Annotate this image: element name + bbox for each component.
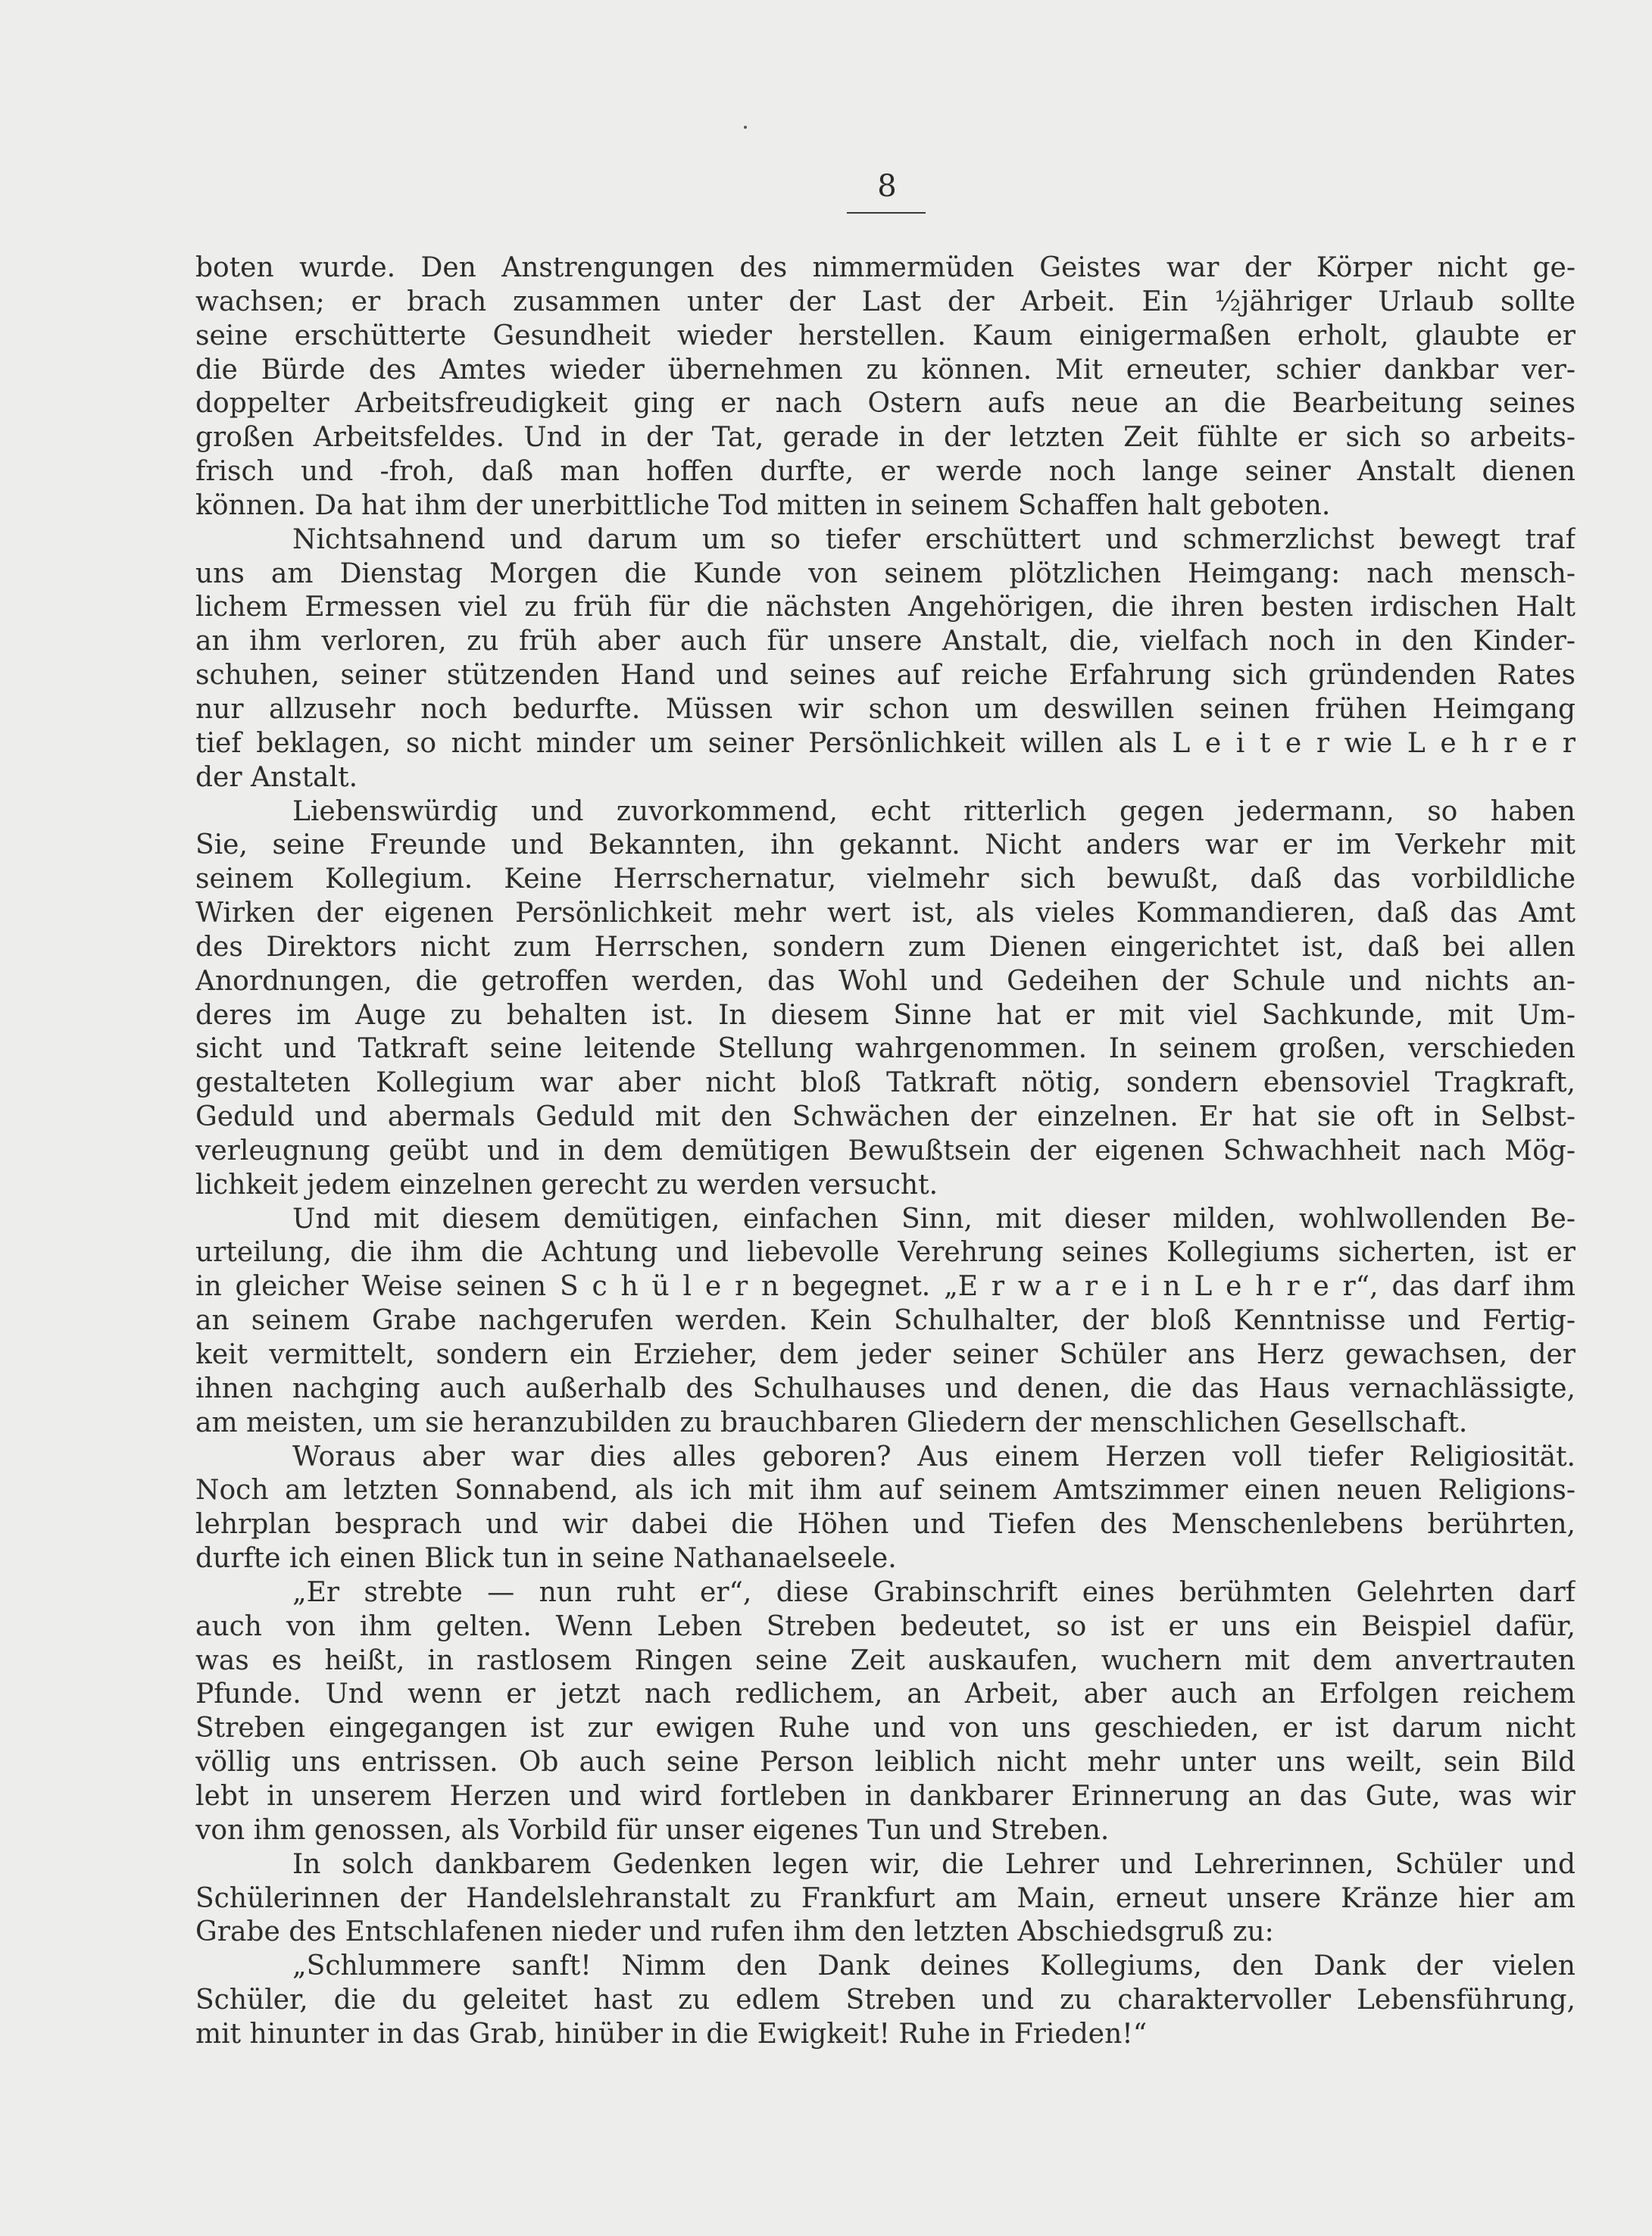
text-line: tief beklagen, so nicht minder um seiner Persönlichkeit willen als L e i t e r wie L e h r e r — [195, 727, 1575, 759]
text-line: Liebenswürdig und zuvorkommend, echt ritterlich gegen jedermann, so haben — [292, 795, 1575, 827]
text-line: deres im Auge zu behalten ist. In diesem Sinne hat er mit viel Sachkunde, mit Um- — [195, 999, 1575, 1031]
paragraph — [195, 795, 1575, 1203]
text-line: schuhen, seiner stützenden Hand und seines auf reiche Erfahrung sich gründenden Rates — [195, 660, 1575, 692]
text-line: lichkeit jedem einzelnen gerecht zu werden versucht. — [195, 1169, 938, 1201]
text-line: „Schlummere sanft! Nimm den Dank deines Kollegiums, den Dank der vielen — [292, 1950, 1575, 1982]
text-line: ihnen nachging auch außerhalb des Schulhauses und denen, die das Haus vernachlässigte, — [195, 1373, 1575, 1404]
text-line: frisch und -froh, daß man hoffen durfte, er werde noch lange seiner Anstalt dienen — [195, 456, 1575, 488]
text-line: an ihm verloren, zu früh aber auch für unsere Anstalt, die, vielfach noch in den Kinder- — [195, 626, 1575, 657]
paragraph — [195, 523, 1575, 795]
text-line: Anordnungen, die getroffen werden, das Wohl und Gedeihen der Schule und nichts an- — [195, 965, 1575, 997]
text-line: am meisten, um sie heranzubilden zu brauchbaren Gliedern der menschlichen Gesellschaft. — [195, 1407, 1468, 1438]
text-line: Grabe des Entschlafenen nieder und rufen ihm den letzten Abschiedsgruß zu: — [195, 1916, 1274, 1948]
text-line: Sie, seine Freunde und Bekannten, ihn gekannt. Nicht anders war er im Verkehr mit — [195, 829, 1575, 861]
text-line: lichem Ermessen viel zu früh für die nächsten Angehörigen, die ihren besten irdischen Halt — [195, 592, 1575, 623]
text-line: von ihm genossen, als Vorbild für unser eigenes Tun und Streben. — [195, 1814, 1110, 1846]
paragraph — [195, 1203, 1575, 1441]
text-line: gestalteten Kollegium war aber nicht bloß Tatkraft nötig, sondern ebensoviel Tragkraft, — [195, 1067, 1575, 1099]
text-line: Woraus aber war dies alles geboren? Aus einem Herzen voll tiefer Religiosität. — [292, 1441, 1575, 1472]
text-line: doppelter Arbeitsfreudigkeit ging er nach Ostern aufs neue an die Bearbeitung seines — [195, 388, 1575, 420]
text-line: an seinem Grabe nachgerufen werden. Kein Schulhalter, der bloß Kenntnisse und Fertig- — [195, 1305, 1575, 1337]
text-line: nur allzusehr noch bedurfte. Müssen wir schon um deswillen seinen frühen Heimgang — [195, 693, 1575, 725]
paragraph — [195, 1848, 1575, 1950]
paragraph — [195, 1576, 1575, 1848]
page-number-rule — [847, 212, 926, 214]
text-line: Und mit diesem demütigen, einfachen Sinn, mit dieser milden, wohlwollenden Be- — [292, 1203, 1575, 1235]
text-line: „Er strebte — nun ruht er“, diese Grabinschrift eines berühmten Gelehrten darf — [292, 1576, 1575, 1608]
text-line: seinem Kollegium. Keine Herrschernatur, vielmehr sich bewußt, daß das vorbildliche — [195, 863, 1575, 895]
text-line: Nichtsahnend und darum um so tiefer erschüttert und schmerzlichst bewegt traf — [292, 523, 1575, 555]
text-line: keit vermittelt, sondern ein Erzieher, dem jeder seiner Schüler ans Herz gewachsen, der — [195, 1339, 1575, 1370]
paragraph — [195, 1950, 1575, 2052]
text-line: urteilung, die ihm die Achtung und liebevolle Verehrung seines Kollegiums sicherten, ist er — [195, 1237, 1575, 1269]
text-line: Noch am letzten Sonnabend, als ich mit ihm auf seinem Amtszimmer einen neuen Religions- — [195, 1475, 1575, 1507]
text-line: Schülerinnen der Handelslehranstalt zu Frankfurt am Main, erneut unsere Kränze hier am — [195, 1882, 1575, 1914]
text-line: mit hinunter in das Grab, hinüber in die Ewigkeit! Ruhe in Frieden!“ — [195, 2018, 1148, 2050]
text-line: In solch dankbarem Gedenken legen wir, die Lehrer und Lehrerinnen, Schüler und — [292, 1848, 1575, 1880]
text-line: des Direktors nicht zum Herrschen, sondern zum Dienen eingerichtet ist, daß bei allen — [195, 931, 1575, 963]
text-line: Schüler, die du geleitet hast zu edlem Streben und zu charaktervoller Lebensführung, — [195, 1985, 1575, 2016]
text-line: der Anstalt. — [195, 761, 358, 793]
text-line: seine erschütterte Gesundheit wieder herstellen. Kaum einigermaßen erholt, glaubte er — [195, 320, 1575, 351]
text-line: uns am Dienstag Morgen die Kunde von seinem plötzlichen Heimgang: nach mensch- — [195, 557, 1575, 589]
text-line: völlig uns entrissen. Ob auch seine Person leiblich nicht mehr unter uns weilt, sein Bild — [195, 1747, 1575, 1778]
text-line: in gleicher Weise seinen S c h ü l e r n begegnet. „E r w a r e i n L e h r e r“, das darf ihm — [195, 1271, 1575, 1303]
text-line: Wirken der eigenen Persönlichkeit mehr wert ist, als vieles Kommandieren, daß das Amt — [195, 898, 1575, 929]
text-line: lebt in unserem Herzen und wird fortleben in dankbarer Erinnerung an das Gute, was wir — [195, 1780, 1575, 1812]
text-line: durfte ich einen Blick tun in seine Nathanaelseele. — [195, 1543, 897, 1575]
body-text — [195, 251, 1575, 2052]
text-line: boten wurde. Den Anstrengungen des nimmermüden Geistes war der Körper nicht ge- — [195, 252, 1575, 283]
text-line: was es heißt, in rastlosem Ringen seine Zeit auskaufen, wuchern mit dem anvertrauten — [195, 1644, 1575, 1676]
text-line: verleugnung geübt und in dem demütigen Bewußtsein der eigenen Schwachheit nach Mög- — [195, 1135, 1575, 1166]
text-line: die Bürde des Amtes wieder übernehmen zu können. Mit erneuter, schier dankbar ver- — [195, 354, 1575, 386]
text-line: Geduld und abermals Geduld mit den Schwächen der einzelnen. Er hat sie oft in Selbst- — [195, 1101, 1575, 1133]
text-line: wachsen; er brach zusammen unter der Last der Arbeit. Ein ½jähriger Urlaub sollte — [195, 286, 1575, 317]
text-line: Pfunde. Und wenn er jetzt nach redlichem, an Arbeit, aber auch an Erfolgen reichem — [195, 1679, 1575, 1710]
paragraph — [195, 1441, 1575, 1576]
text-line: können. Da hat ihm der unerbittliche Tod mitten in seinem Schaffen halt geboten. — [195, 489, 1331, 521]
text-line: Streben eingegangen ist zur ewigen Ruhe und von uns geschieden, er ist darum nicht — [195, 1713, 1575, 1744]
print-speck — [744, 126, 747, 129]
text-line: auch von ihm gelten. Wenn Leben Streben bedeutet, so ist er uns ein Beispiel dafür, — [195, 1610, 1575, 1642]
text-line: großen Arbeitsfeldes. Und in der Tat, gerade in der letzten Zeit fühlte er sich so arbeits- — [195, 422, 1575, 454]
text-line: sicht und Tatkraft seine leitende Stellung wahrgenommen. In seinem großen, verschieden — [195, 1033, 1575, 1065]
paragraph — [195, 251, 1575, 523]
page-number: 8 — [877, 169, 897, 204]
text-line: lehrplan besprach und wir dabei die Höhen und Tiefen des Menschenlebens berührten, — [195, 1509, 1575, 1541]
